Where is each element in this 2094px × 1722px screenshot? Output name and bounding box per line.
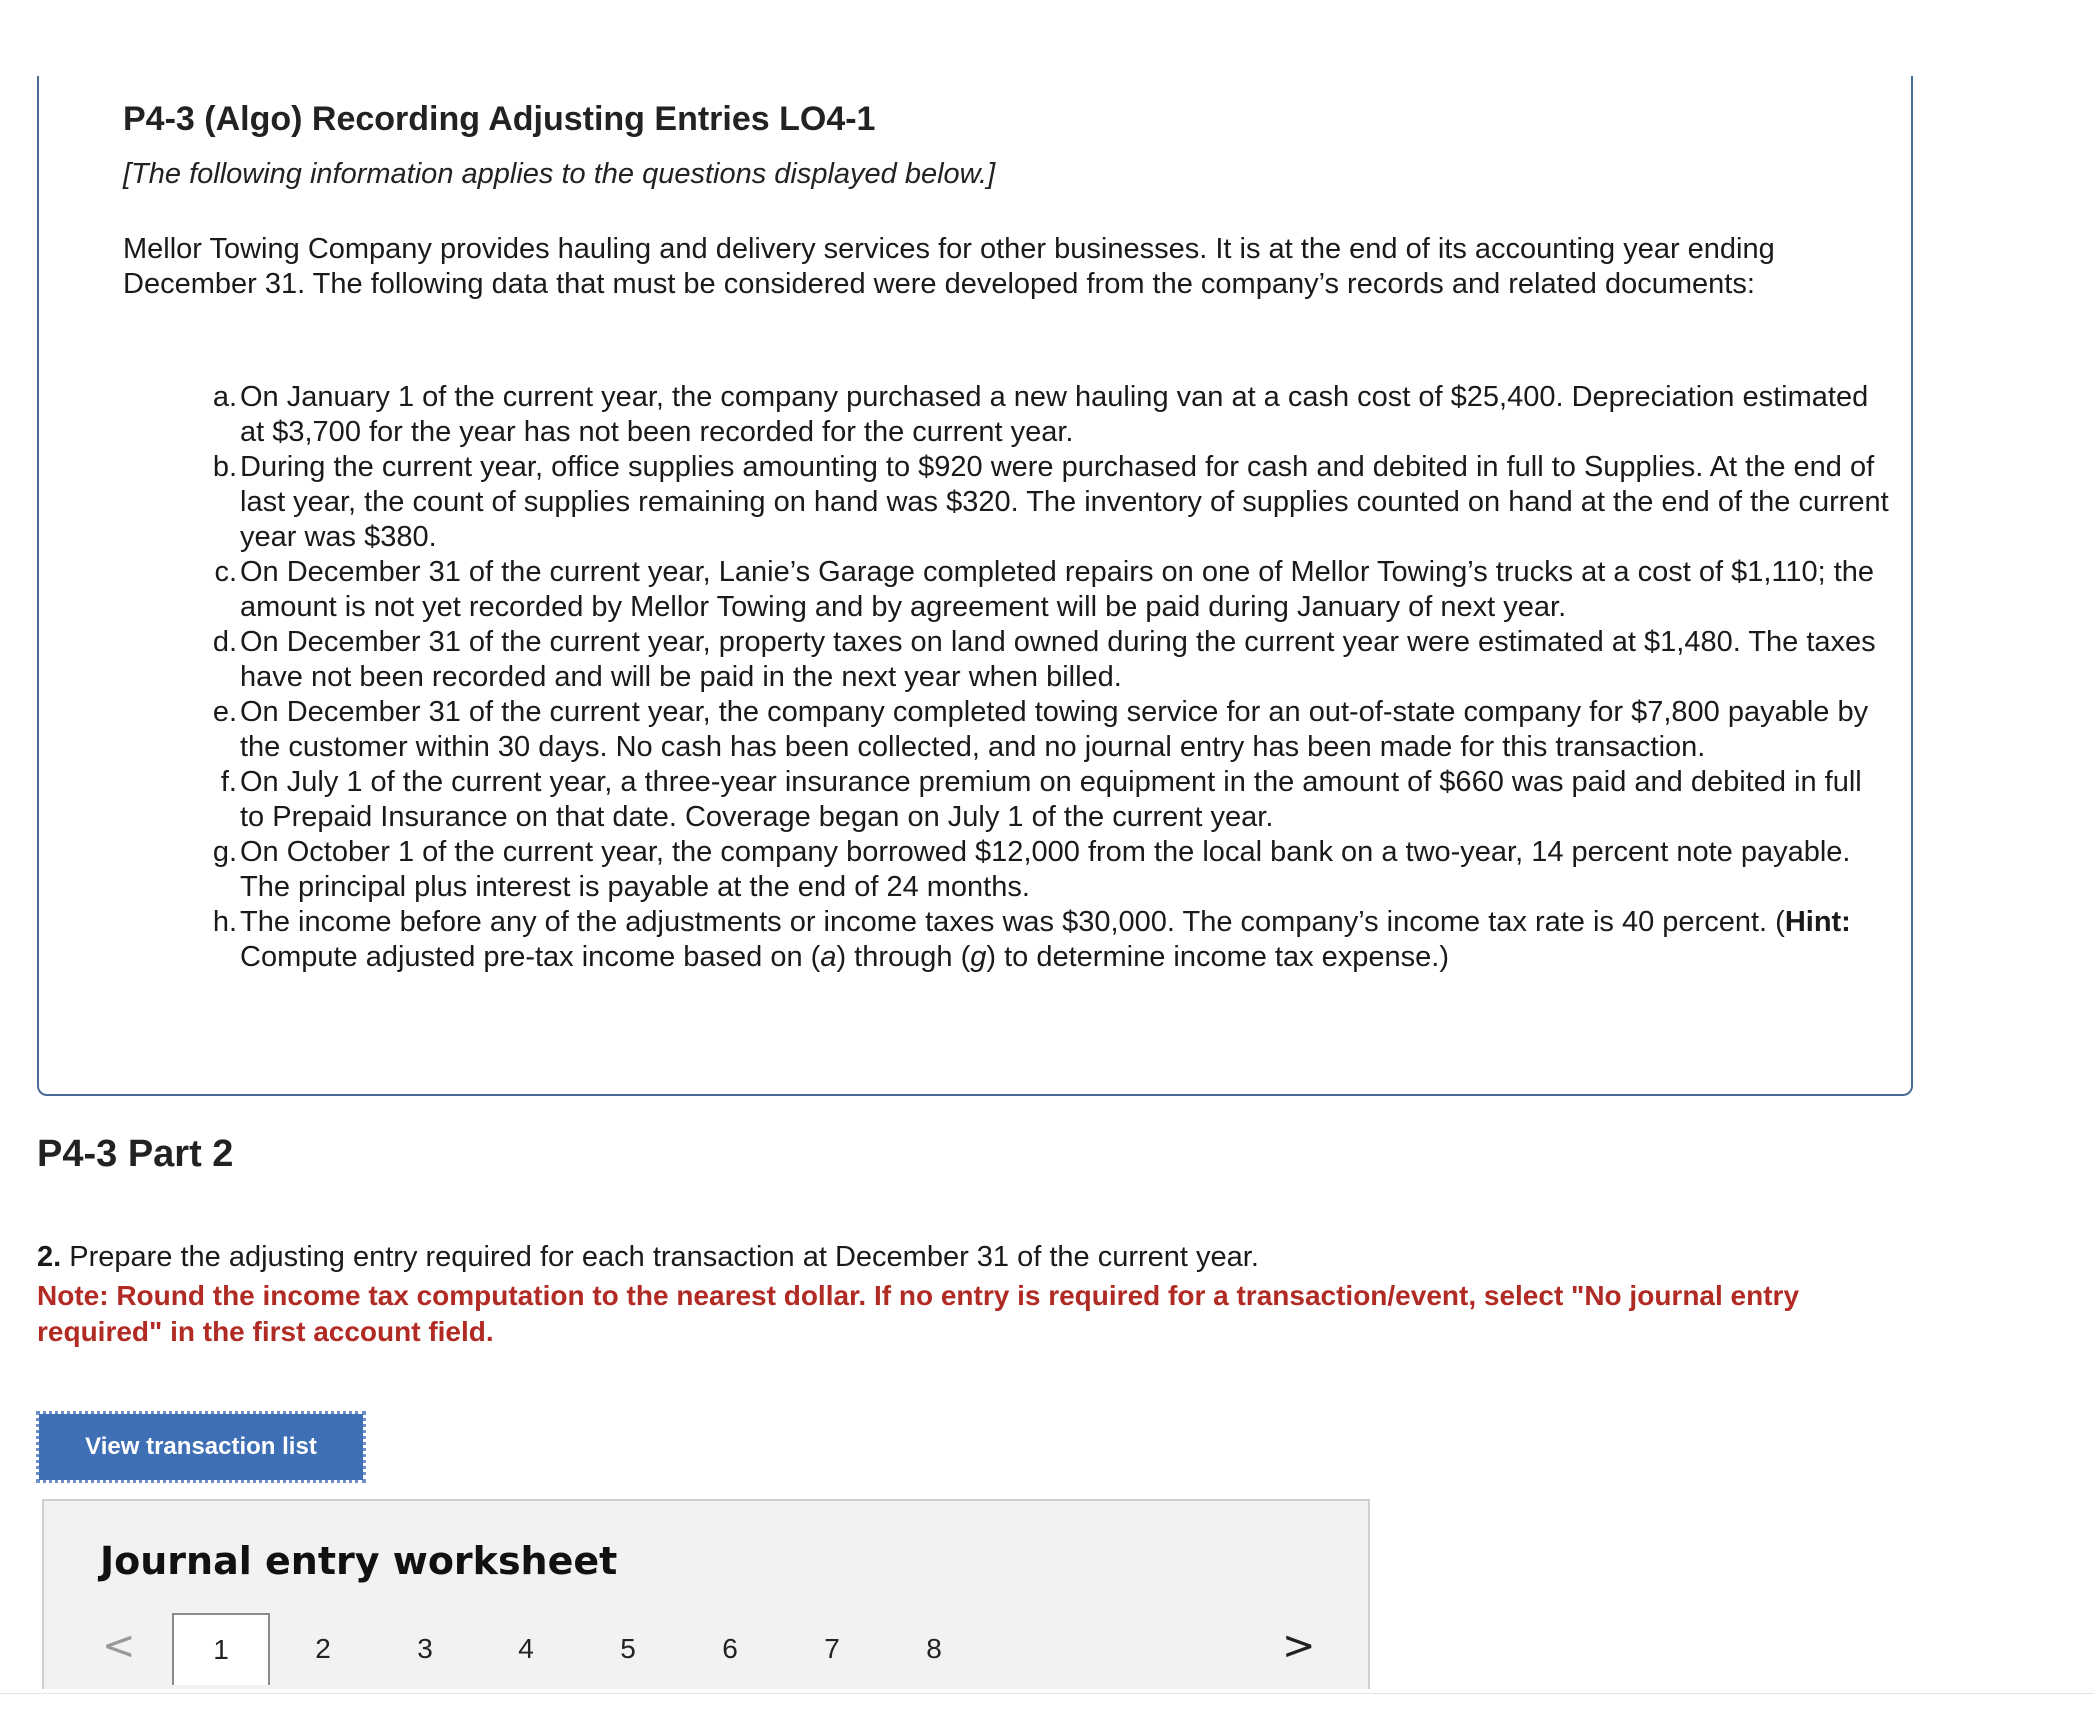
item-h-text-mid2: ) through ( <box>836 941 971 973</box>
chevron-left-icon[interactable]: < <box>102 1623 136 1669</box>
item-text: During the current year, office supplies amounting to $920 were purchased for cash and debited in full to Supplies. At the end of last year, the count of supplies remaining on hand was $320. The inventory of supplies counted on hand at the end of the current year was $380. <box>240 451 1889 553</box>
chevron-right-icon[interactable]: > <box>1282 1623 1316 1669</box>
page-tab-5[interactable]: 5 <box>579 1613 677 1685</box>
list-item <box>123 905 1893 975</box>
page-tab-2[interactable]: 2 <box>274 1613 372 1685</box>
hint-label: Hint: <box>1784 906 1851 938</box>
page-tab-1[interactable]: 1 <box>172 1613 270 1685</box>
item-h-text-before: The income before any of the adjustments or income taxes was $30,000. The company’s income tax rate is 40 percent. ( <box>240 906 1785 938</box>
item-text: On January 1 of the current year, the company purchased a new hauling van at a cash cost of $25,400. Depreciation estimated at $3,700 for the year has not been recorded for the current year. <box>240 381 1869 448</box>
item-letter: e. <box>212 696 237 728</box>
question-prompt <box>37 1241 1259 1274</box>
info-panel <box>37 76 1913 1096</box>
item-text: On July 1 of the current year, a three-year insurance premium on equipment in the amount of $660 was paid and debited in full to Prepaid Insurance on that date. Coverage began on July 1 of the current year. <box>240 766 1862 833</box>
instruction-note: Note: Round the income tax computation to the nearest dollar. If no entry is required for a transaction/event, select "No journal entry required" in the first account field. <box>37 1280 1800 1347</box>
page-tab-6[interactable]: 6 <box>681 1613 779 1685</box>
page-tab-7[interactable]: 7 <box>783 1613 881 1685</box>
item-text: On December 31 of the current year, property taxes on land owned during the current year were estimated at $1,480. The taxes have not been recorded and will be paid in the next year when billed. <box>240 626 1876 693</box>
item-letter: c. <box>214 556 237 588</box>
item-letter: b. <box>212 451 237 483</box>
item-letter: g. <box>212 836 237 868</box>
worksheet-title: Journal entry worksheet <box>100 1539 618 1583</box>
view-transaction-list-button[interactable]: View transaction list <box>39 1414 363 1480</box>
journal-entry-worksheet <box>42 1499 1370 1689</box>
page-tab-8[interactable]: 8 <box>885 1613 983 1685</box>
problem-intro: Mellor Towing Company provides hauling and delivery services for other businesses. It is at the end of its accounting year ending December 31. The following data that must be considered were developed from the company’s records and related documents: <box>123 233 1775 300</box>
item-h-ref-g: g <box>970 941 987 973</box>
divider <box>0 1693 2094 1694</box>
list-item <box>123 555 1893 625</box>
item-text: On December 31 of the current year, the company completed towing service for an out-of-state company for $7,800 payable by the customer within 30 days. No cash has been collected, and no journal entry has been made for this transaction. <box>240 696 1869 763</box>
item-letter: h. <box>212 906 237 938</box>
page-tab-3[interactable]: 3 <box>376 1613 474 1685</box>
list-item <box>123 380 1893 450</box>
question-number: 2. <box>37 1241 62 1273</box>
worksheet-pager <box>44 1613 1368 1691</box>
question-text: Prepare the adjusting entry required for each transaction at December 31 of the current year. <box>61 1241 1259 1273</box>
transaction-list <box>123 380 1893 975</box>
item-letter: f. <box>220 766 237 798</box>
item-h-ref-a: a <box>820 941 837 973</box>
list-item <box>123 835 1893 905</box>
item-h-text-after: ) to determine income tax expense.) <box>986 941 1450 973</box>
info-subtitle: [The following information applies to the questions displayed below.] <box>123 158 996 190</box>
item-letter: d. <box>212 626 237 658</box>
item-h-text-mid1: Compute adjusted pre-tax income based on ( <box>240 941 821 973</box>
item-text: On October 1 of the current year, the company borrowed $12,000 from the local bank on a two-year, 14 percent note payable. The principal plus interest is payable at the end of 24 months. <box>240 836 1851 903</box>
list-item <box>123 695 1893 765</box>
list-item <box>123 450 1893 555</box>
list-item <box>123 625 1893 695</box>
problem-title: P4-3 (Algo) Recording Adjusting Entries LO4-1 <box>123 100 876 138</box>
item-letter: a. <box>212 381 237 413</box>
page-tab-4[interactable]: 4 <box>477 1613 575 1685</box>
list-item <box>123 765 1893 835</box>
part-title: P4-3 Part 2 <box>37 1133 234 1175</box>
item-text <box>240 906 1851 973</box>
item-text: On December 31 of the current year, Lanie’s Garage completed repairs on one of Mellor Towing’s trucks at a cost of $1,110; the amount is not yet recorded by Mellor Towing and by agreement will be paid during January of next year. <box>240 556 1875 623</box>
